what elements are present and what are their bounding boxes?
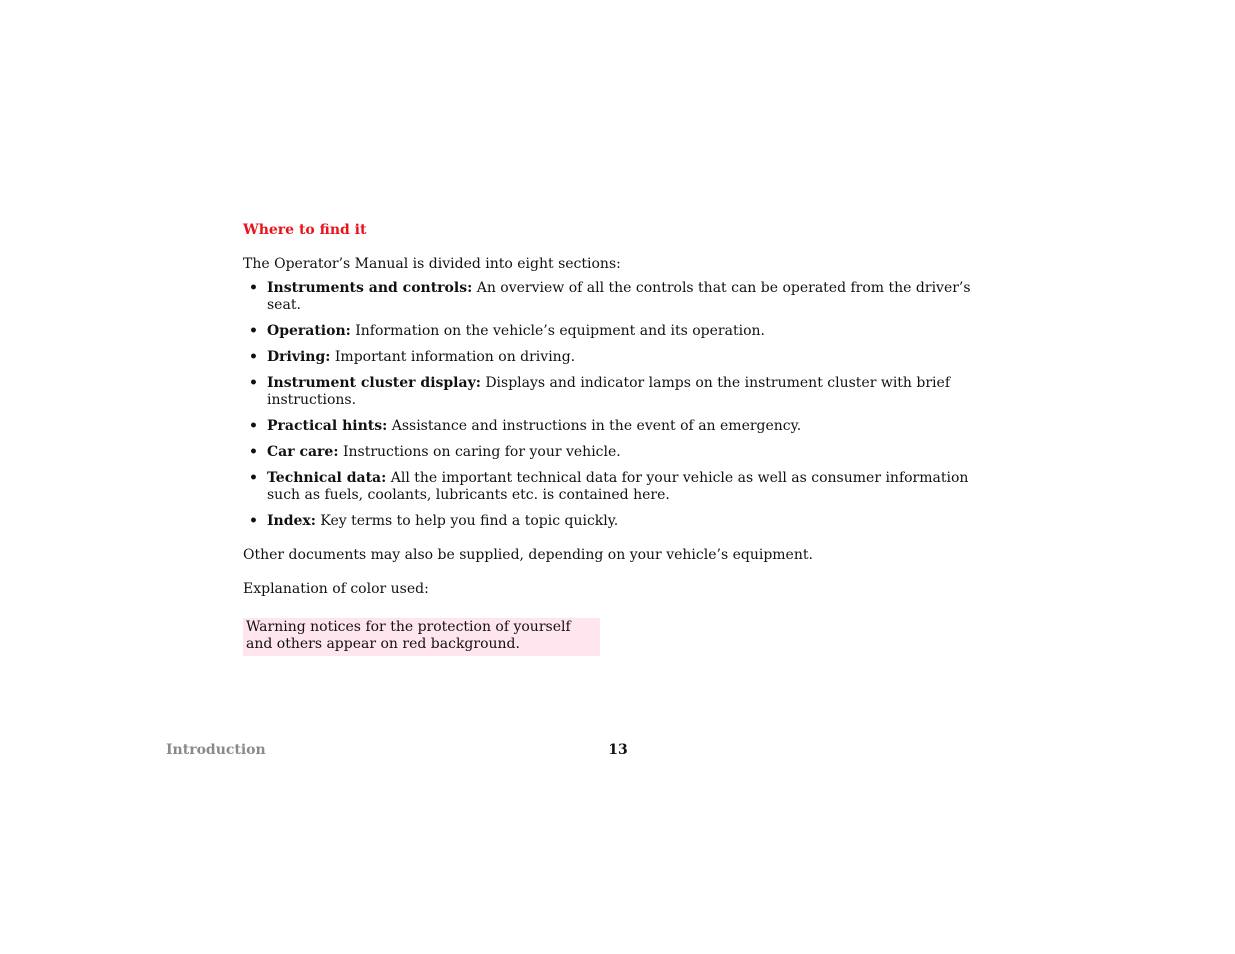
bullet: •: [249, 375, 258, 391]
list-item-term: Driving:: [267, 349, 331, 365]
color-explanation-paragraph: Explanation of color used:: [243, 581, 429, 597]
other-documents-paragraph: Other documents may also be supplied, depending on your vehicle’s equipment.: [243, 547, 813, 563]
list-item-text: Instructions on caring for your vehicle.: [338, 444, 621, 460]
warning-notice-box: Warning notices for the protection of yourself and others appear on red background.: [243, 618, 600, 656]
list-item-term: Practical hints:: [267, 418, 388, 434]
list-item-term: Technical data:: [267, 470, 387, 486]
list-item: [243, 513, 1003, 530]
list-item-text: Important information on driving.: [330, 349, 576, 365]
bullet: •: [249, 513, 258, 529]
list-item: [243, 375, 1003, 409]
bullet: •: [249, 418, 258, 434]
list-item-term: Instruments and controls:: [267, 280, 473, 296]
list-item-text: Displays and indicator lamps on the instrument cluster with brief instructions.: [267, 375, 950, 408]
footer-section-title: Introduction: [166, 742, 266, 758]
bullet: •: [249, 323, 258, 339]
list-item: [243, 418, 1003, 435]
list-item: [243, 349, 1003, 366]
intro-paragraph: The Operator’s Manual is divided into eight sections:: [243, 256, 621, 272]
bullet: •: [249, 444, 258, 460]
section-heading: Where to find it: [243, 222, 367, 238]
list-item-text: Information on the vehicle’s equipment and its operation.: [350, 323, 765, 339]
bullet: •: [249, 349, 258, 365]
list-item-term: Car care:: [267, 444, 339, 460]
list-item: [243, 444, 1003, 461]
list-item: [243, 470, 1003, 504]
list-item-text: An overview of all the controls that can be operated from the driver’s seat.: [267, 280, 971, 313]
page-content: [243, 221, 1003, 656]
list-item-term: Index:: [267, 513, 316, 529]
list-item-text: Assistance and instructions in the event of an emergency.: [387, 418, 802, 434]
bullet: •: [249, 470, 258, 486]
list-item-text: All the important technical data for your vehicle as well as consumer information such as fuels, coolants, lubricants etc. is contained here.: [267, 470, 969, 503]
list-item-text: Key terms to help you find a topic quickly.: [315, 513, 619, 529]
list-item-term: Operation:: [267, 323, 351, 339]
list-item-term: Instrument cluster display:: [267, 375, 481, 391]
list-item: [243, 323, 1003, 340]
bullet: •: [249, 280, 258, 296]
list-item: [243, 280, 1003, 314]
sections-list: [243, 280, 1003, 530]
page-number: 13: [608, 742, 628, 758]
